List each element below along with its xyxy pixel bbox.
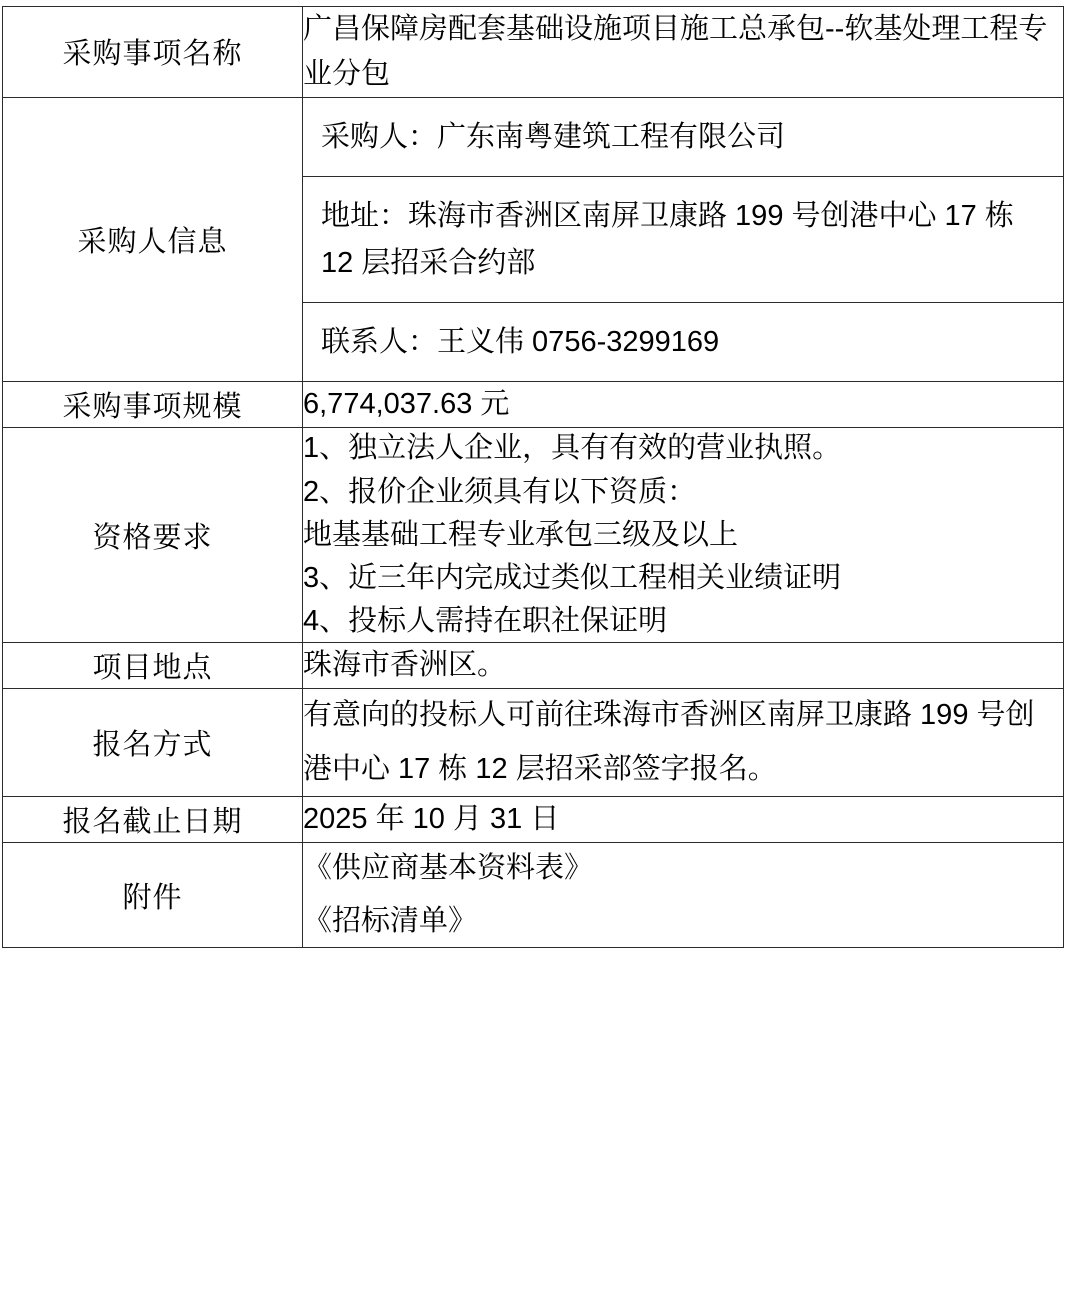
row-label-qualification: 资格要求 (3, 428, 303, 643)
table-row-attachments (3, 843, 1064, 948)
table-row-qualification (3, 428, 1064, 643)
qualification-line-5: 4、投标人需持在职社保证明 (303, 605, 668, 638)
row-value-attachments (303, 843, 1064, 948)
row-label-attachments: 附件 (3, 843, 303, 948)
qualification-line-4: 3、近三年内完成过类似工程相关业绩证明 (303, 561, 842, 594)
attachment-item-2: 《招标清单》 (303, 905, 478, 938)
row-label-registration-method: 报名方式 (3, 689, 303, 797)
table-row-registration-method (3, 689, 1064, 797)
table-row-buyer-info (3, 97, 1064, 382)
row-label-project-location: 项目地点 (3, 643, 303, 689)
qualification-line-1: 1、独立法人企业，具有有效的营业执照。 (303, 432, 842, 465)
table-row-procurement-scale (3, 382, 1064, 428)
buyer-info-row-address (303, 177, 1063, 303)
row-value-registration-method: 有意向的投标人可前往珠海市香洲区南屏卫康路 199 号创港中心 17 栋 12 层招采部签字报名。 (303, 689, 1064, 797)
buyer-info-subtable (303, 98, 1063, 382)
row-value-qualification (303, 428, 1064, 643)
row-value-buyer-info (303, 97, 1064, 382)
row-value-registration-deadline: 2025 年 10 月 31 日 (303, 797, 1064, 843)
table-row-procurement-name (3, 7, 1064, 98)
procurement-announcement-table (2, 6, 1064, 948)
row-value-project-location: 珠海市香洲区。 (303, 643, 1064, 689)
qualification-line-3: 地基基础工程专业承包三级及以上 (303, 518, 739, 551)
buyer-address-text: 地址：珠海市香洲区南屏卫康路 199 号创港中心 17 栋 12 层招采合约部 (303, 177, 1063, 303)
table-row-registration-deadline (3, 797, 1064, 843)
buyer-info-row-name (303, 98, 1063, 177)
qualification-line-2: 2、报价企业须具有以下资质： (303, 475, 697, 508)
attachment-item-1: 《供应商基本资料表》 (303, 852, 594, 885)
table-row-project-location (3, 643, 1064, 689)
row-label-registration-deadline: 报名截止日期 (3, 797, 303, 843)
row-label-procurement-name: 采购事项名称 (3, 7, 303, 98)
buyer-name-text: 采购人：广东南粤建筑工程有限公司 (303, 98, 1063, 177)
row-label-procurement-scale: 采购事项规模 (3, 382, 303, 428)
row-label-buyer-info: 采购人信息 (3, 97, 303, 382)
row-value-procurement-scale: 6,774,037.63 元 (303, 382, 1064, 428)
row-value-procurement-name: 广昌保障房配套基础设施项目施工总承包--软基处理工程专业分包 (303, 7, 1064, 98)
buyer-contact-text: 联系人：王义伟 0756-3299169 (321, 326, 720, 359)
buyer-info-row-contact (303, 303, 1063, 382)
